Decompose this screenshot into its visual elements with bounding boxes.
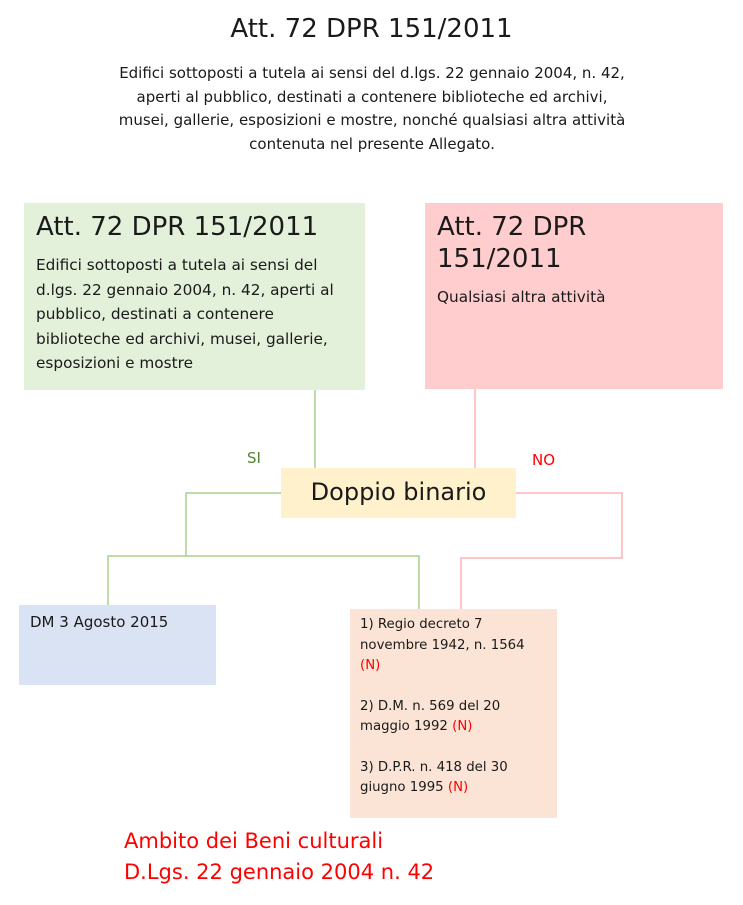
doppio-binario-box: Doppio binario [281,468,516,518]
norme-item: 2) D.M. n. 569 del 20 maggio 1992 (N) [360,698,501,734]
right-box-altra-attivita [425,203,723,389]
norme-box [350,609,557,818]
norme-item: 1) Regio decreto 7 novembre 1942, n. 1564 (N) [360,617,525,673]
norme-tag: (N) [447,780,469,795]
label-si: SI [247,449,261,467]
right-box-title: Att. 72 DPR 151/2011 [437,212,587,274]
left-box-text: Edifici sottoposti a tutela ai sensi del d.lgs. 22 gennaio 2004, n. 42, aperti al pubblico, destinati a contenere biblioteche ed archivi, musei, gallerie, esposizioni e mostre [36,256,334,372]
footer-line-2: D.Lgs. 22 gennaio 2004 n. 42 [124,860,435,884]
norme-tag: (N) [452,719,473,734]
left-box-title: Att. 72 DPR 151/2011 [36,212,319,242]
page-description: Edifici sottoposti a tutela ai sensi del d.lgs. 22 gennaio 2004, n. 42, aperti al pubblico, destinati a contenere biblioteche ed archivi, musei, gallerie, esposizioni e mostre, nonché qualsiasi altra attività contenuta nel presente Allegato. [118,64,626,153]
label-no: NO [532,451,556,469]
green-connector-split [108,556,419,609]
footer-note [124,826,434,888]
dm-box [19,605,216,685]
green-connector-branch [186,493,281,556]
footer-line-1: Ambito dei Beni culturali [124,829,384,853]
left-box-tutela [24,203,365,390]
norme-tag: (N) [360,658,381,673]
page-title: Att. 72 DPR 151/2011 [230,14,513,44]
norme-item: 3) D.P.R. n. 418 del 30 giugno 1995 (N) [360,759,508,795]
right-box-text: Qualsiasi altra attività [437,288,606,306]
dm-box-text: DM 3 Agosto 2015 [30,613,169,631]
